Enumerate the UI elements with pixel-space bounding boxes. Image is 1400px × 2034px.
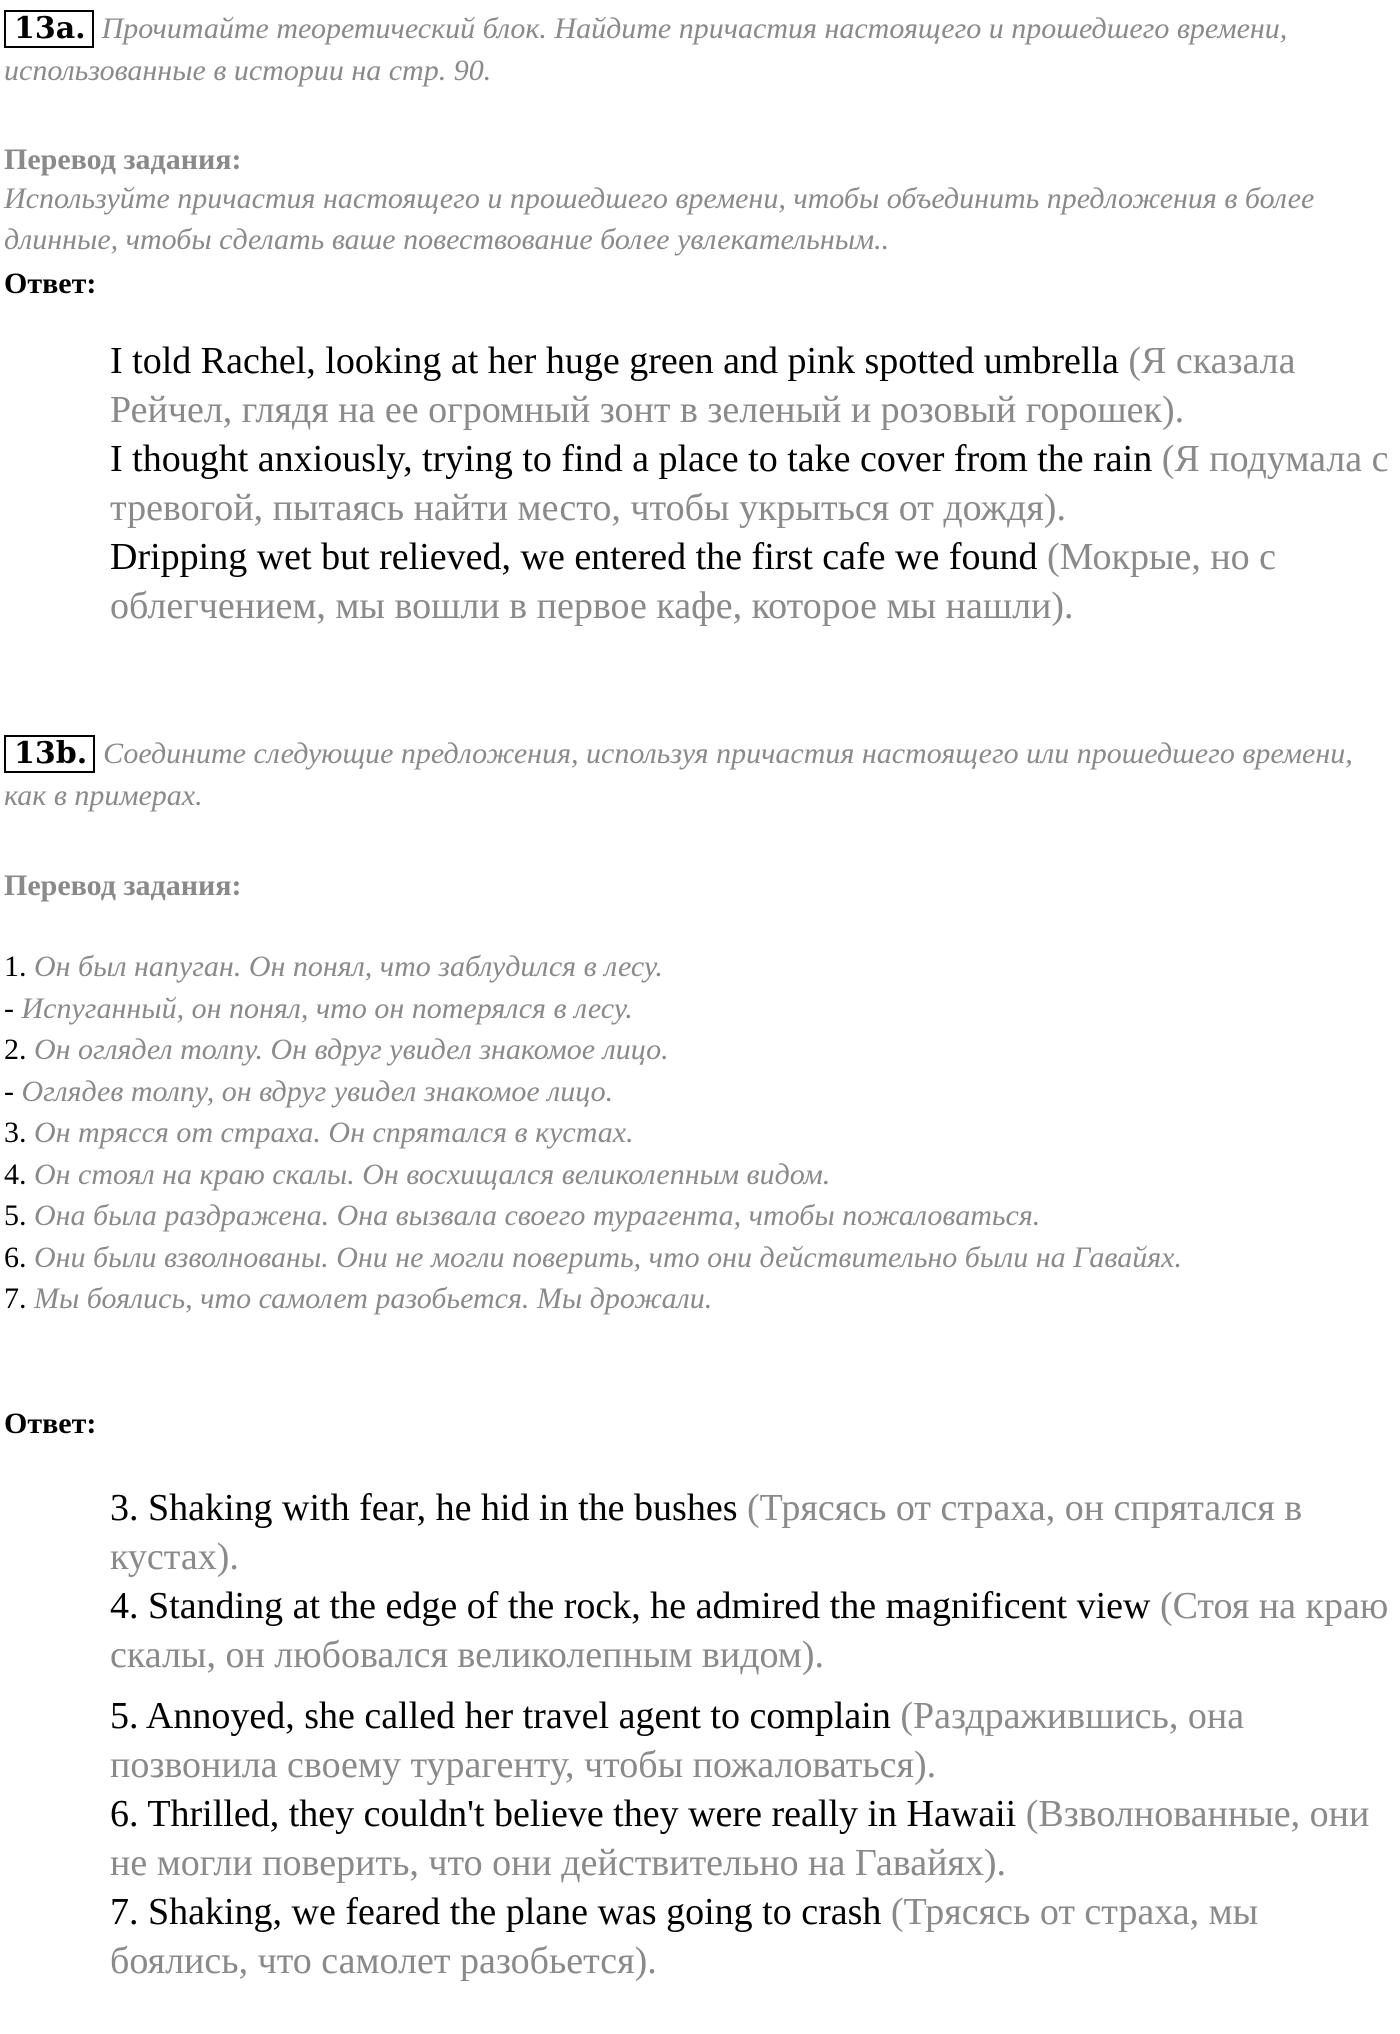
list-marker: 2.	[4, 1033, 27, 1066]
list-text: Она была раздражена. Она вызвала своего турагента, чтобы пожаловаться.	[34, 1199, 1041, 1232]
list-item	[4, 1195, 1394, 1237]
answer-english: 6. Thrilled, they couldn't believe they were really in Hawaii	[110, 1793, 1017, 1835]
list-marker: 5.	[4, 1199, 27, 1232]
list-marker: -	[4, 1074, 14, 1108]
list-marker: 4.	[4, 1157, 27, 1191]
list-text: Мы боялись, что самолет разобьется. Мы дрожали.	[34, 1282, 713, 1315]
answer-russian: (Стоя на краю скалы, он любовался великолепным видом).	[110, 1585, 1389, 1676]
answer-russian: (Трясясь от страха, он спрятался в кустах).	[110, 1487, 1303, 1578]
list-item	[4, 1237, 1394, 1279]
list-text: Он оглядел толпу. Он вдруг увидел знакомое лицо.	[34, 1033, 669, 1066]
answer-russian: (Мокрые, но с облегчением, мы вошли в первое кафе, которое мы нашли).	[110, 536, 1277, 627]
list-item	[4, 988, 1394, 1030]
task-13b-instruction-block	[4, 733, 1394, 817]
list-item	[4, 946, 1394, 988]
task-13a-badge: 13a.	[4, 10, 94, 48]
list-marker: 6.	[4, 1240, 27, 1274]
answer-english: Dripping wet but relieved, we entered the first cafe we found	[110, 536, 1038, 578]
list-text: Оглядев толпу, он вдруг увидел знакомое лицо.	[21, 1074, 614, 1108]
list-marker: 3.	[4, 1116, 27, 1149]
list-item	[4, 1278, 1394, 1320]
task-13a-instruction: Прочитайте теоретический блок. Найдите причастия настоящего и прошедшего времени, использованные в истории на стр. 90.	[4, 12, 1288, 87]
answer-item	[110, 533, 1400, 631]
task-13b-answer-heading: Ответ:	[4, 1407, 97, 1440]
list-marker: 1.	[4, 950, 27, 983]
task-13a-answer-heading: Ответ:	[4, 267, 97, 300]
list-text: Он был напуган. Он понял, что заблудился в лесу.	[34, 950, 663, 983]
answer-english: 7. Shaking, we feared the plane was going to crash	[110, 1891, 882, 1933]
answer-item	[110, 435, 1400, 533]
task-13b-sentence-list	[4, 946, 1394, 1320]
list-text: Он трясся от страха. Он спрятался в кустах.	[34, 1116, 634, 1149]
answer-english: I thought anxiously, trying to find a place to take cover from the rain	[110, 438, 1153, 480]
task-13b-answers	[110, 1484, 1400, 1986]
list-text: Он стоял на краю скалы. Он восхищался великолепным видом.	[34, 1157, 831, 1191]
task-13a-answers	[110, 337, 1400, 631]
task-13b-instruction: Соедините следующие предложения, используя причастия настоящего или прошедшего времени, как в примерах.	[4, 737, 1353, 812]
list-item	[4, 1154, 1394, 1196]
answer-item	[110, 1484, 1400, 1582]
answer-english: 5. Annoyed, she called her travel agent to complain	[110, 1695, 891, 1737]
answer-item	[110, 1888, 1400, 1986]
answer-item	[110, 1582, 1400, 1680]
task-13b-badge: 13b.	[4, 735, 95, 773]
answer-russian: (Взволнованные, они не могли поверить, что они действительно на Гавайях).	[110, 1793, 1370, 1884]
list-marker: -	[4, 991, 14, 1025]
list-item	[4, 1112, 1394, 1154]
task-13a-instruction-block	[4, 8, 1394, 92]
task-13b-translation-heading: Перевод задания:	[4, 869, 242, 902]
list-item	[4, 1029, 1394, 1071]
task-13a-translation-heading: Перевод задания:	[4, 143, 242, 176]
answer-item	[110, 1790, 1400, 1888]
list-item	[4, 1071, 1394, 1113]
answer-russian: (Трясясь от страха, мы боялись, что самолет разобьется).	[110, 1891, 1259, 1982]
answer-item	[110, 1692, 1400, 1790]
answer-english: 3. Shaking with fear, he hid in the bushes	[110, 1487, 738, 1529]
task-13a-translation: Используйте причастия настоящего и прошедшего времени, чтобы объединить предложения в более длинные, чтобы сделать ваше повествование более увлекательным..	[4, 182, 1315, 256]
answer-russian: (Я подумала с тревогой, пытаясь найти место, чтобы укрыться от дождя).	[110, 438, 1389, 529]
answer-russian: (Раздражившись, она позвонила своему турагенту, чтобы пожаловаться).	[110, 1695, 1245, 1786]
answer-item	[110, 337, 1400, 435]
list-marker: 7.	[4, 1282, 27, 1315]
answer-english: I told Rachel, looking at her huge green and pink spotted umbrella	[110, 340, 1119, 382]
list-text: Испуганный, он понял, что он потерялся в лесу.	[21, 991, 633, 1025]
list-text: Они были взволнованы. Они не могли поверить, что они действительно были на Гавайях.	[34, 1240, 1182, 1274]
answer-russian: (Я сказала Рейчел, глядя на ее огромный зонт в зеленый и розовый горошек).	[110, 340, 1296, 431]
answer-english: 4. Standing at the edge of the rock, he admired the magnificent view	[110, 1585, 1151, 1627]
